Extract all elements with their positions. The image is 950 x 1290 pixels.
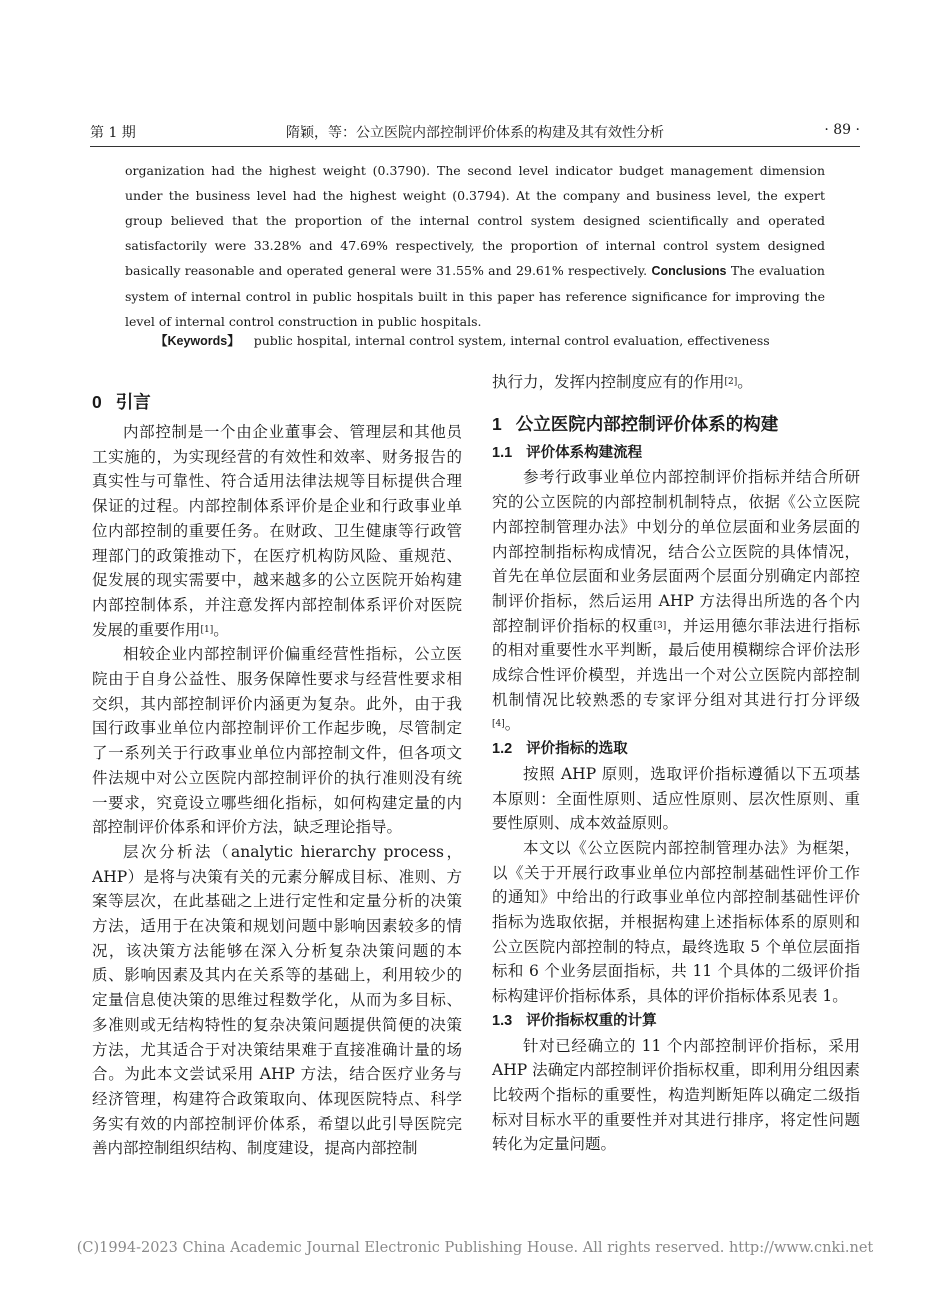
left-column <box>92 387 462 1161</box>
right-column <box>492 370 860 1157</box>
abstract-text <box>125 158 825 334</box>
header-rule <box>90 146 860 147</box>
citation-1[interactable]: [1] <box>200 624 214 635</box>
page-number: · 89 · <box>824 122 860 138</box>
running-header <box>90 118 860 142</box>
citation-2[interactable]: [2] <box>724 377 738 387</box>
section-1-heading: 1 公立医院内部控制评价体系的构建 <box>492 413 779 434</box>
section-1-2-paragraph-2: 本文以《公立医院内部控制管理办法》为框架，以《关于开展行政事业单位内部控制基础性评价工作的通知》中给出的行政事业单位内部控制基础性评价指标为选取依据，并根据构建上述指标体系的原则和公立医院内部控制的特点，最终选取 5 个单位层面指标和 6 个业务层面指标，共 11 个具体的二级评价指标构建评价指标体系，具体的评价指标体系见表 1。 <box>492 838 860 1006</box>
section-1-1-paragraph: 参考行政事业单位内部控制评价指标并结合所研究的公立医院的内部控制机制特点，依据《公立医院内部控制管理办法》中划分的单位层面和业务层面的内部控制指标构成情况，结合公立医院的具体情况，首先在单位层面和业务层面两个层面分别确定内部控制评价指标，然后运用 AHP 方法得出所选的各个内部控制评价指标的权重[3]，并运用德尔菲法进行指标的相对重要性水平判断，最后使用模糊综合评价法形成综合性评价模型，并选出一个对公立医院内部控制机制情况比较熟悉的专家评分组对其进行打分评级[4]。 <box>492 468 860 734</box>
issue-label: 第 1 期 <box>90 125 136 141</box>
abstract-conclusions: The evaluation system of internal control in public hospitals built in this paper has reference significance for improving the level of internal control construction in public hospitals. <box>125 263 825 329</box>
section-1-2-heading: 1.2 评价指标的选取 <box>492 741 628 758</box>
intro-paragraph-1: 内部控制是一个由企业董事会、管理层和其他员工实施的，为实现经营的有效性和效率、财务报告的真实性与可靠性、符合适用法律法规等目标提供合理保证的过程。内部控制体系评价是企业和行政事业单位内部控制的重要任务。在财政、卫生健康等行政管理部门的政策推动下，在医疗机构防风险、重规范、促发展的现实需要中，越来越多的公立医院开始构建内部控制体系，并注意发挥内部控制体系评价对医院发展的重要作用[1]。 <box>92 423 462 639</box>
conclusions-label: Conclusions <box>651 264 727 278</box>
keywords-label: 【Keywords】 <box>155 334 240 348</box>
section-1-3-paragraph: 针对已经确立的 11 个内部控制评价指标，采用 AHP 法确定内部控制评价指标权重，即利用分组因素比较两个指标的重要性，构造判断矩阵以确定二级指标对目标水平的重要性并对其进行排序，将定性问题转化为定量问题。 <box>492 1036 860 1154</box>
intro-paragraph-3-cont: 执行力，发挥内控制度应有的作用[2]。 <box>492 373 753 391</box>
citation-3[interactable]: [3] <box>653 620 667 631</box>
abstract-results: organization had the highest weight (0.3790). The second level indicator budget management dimension under the business level had the highest weight (0.3794). At the company and business level, the expert group believed that the proportion of the internal control system designed scientifically and operated satisfactorily were 33.28% and 47.69% respectively, the proportion of internal control system designed basically reasonable and operated general were 31.55% and 29.61% respectively. <box>125 163 825 278</box>
section-1-3-heading: 1.3 评价指标权重的计算 <box>492 1012 657 1029</box>
keywords-text: public hospital, internal control system, internal control evaluation, effectiveness <box>253 333 770 348</box>
running-title: 隋颖，等：公立医院内部控制评价体系的构建及其有效性分析 <box>286 125 664 141</box>
section-1-2-paragraph-1: 按照 AHP 原则，选取评价指标遵循以下五项基本原则：全面性原则、适应性原则、层次性原则、重要性原则、成本效益原则。 <box>492 764 860 833</box>
keywords <box>155 331 835 351</box>
citation-4[interactable]: [4] <box>492 719 505 730</box>
intro-paragraph-3: 层次分析法（analytic hierarchy process，AHP）是将与决策有关的元素分解成目标、准则、方案等层次，在此基础之上进行定性和定量分析的决策方法，适用于在决策和规划问题中影响因素较多的情况，该决策方法能够在深入分析复杂决策问题的本质、影响因素及其内在关系等的基础上，利用较少的定量信息使决策的思维过程数学化，从而为多目标、多准则或无结构特性的复杂决策问题提供简便的决策方法，尤其适合于对决策结果难于直接准确计量的场合。为此本文尝试采用 AHP 方法，结合医疗业务与经济管理，构建符合政策取向、体现医院特点、科学务实有效的内部控制评价体系，希望以此引导医院完善内部控制组织结构、制度建设，提高内部控制 <box>92 842 462 1158</box>
section-1-1-heading: 1.1 评价体系构建流程 <box>492 444 643 461</box>
intro-paragraph-2: 相较企业内部控制评价偏重经营性指标，公立医院由于自身公益性、服务保障性要求与经营性要求相交织，其内部控制评价内涵更为复杂。此外，由于我国行政事业单位内部控制评价工作起步晚，尽管制定了一系列关于行政事业单位内部控制文件，但各项文件法规中对公立医院内部控制评价的执行准则没有统一要求，究竟设立哪些细化指标，如何构建定量的内部控制评价体系和评价方法，缺乏理论指导。 <box>92 645 462 837</box>
section-0-heading: 0 引言 <box>92 392 151 412</box>
copyright-footer: (C)1994-2023 China Academic Journal Electronic Publishing House. All rights reserved. http://www.cnki.net <box>76 1240 874 1256</box>
